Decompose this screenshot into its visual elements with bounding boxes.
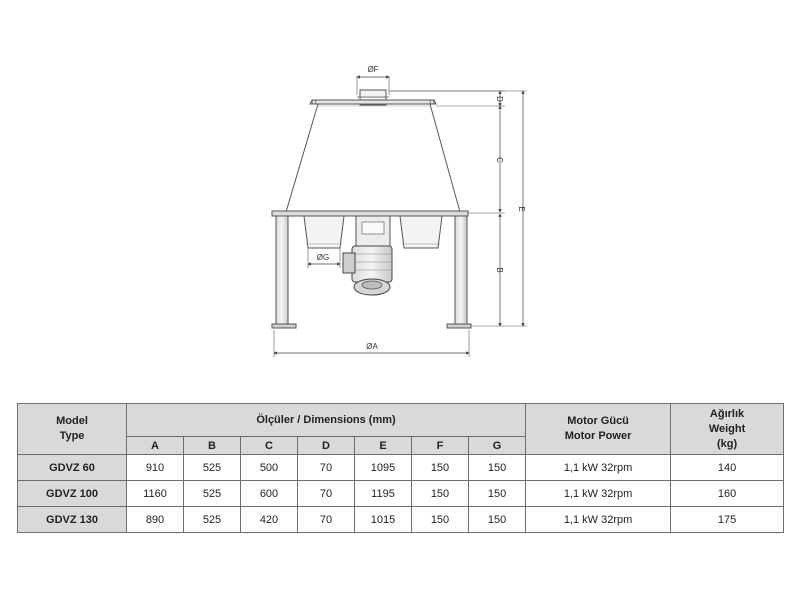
conical-hood (286, 104, 460, 212)
cell-d: 70 (298, 481, 355, 507)
cell-e: 1095 (355, 455, 412, 481)
column-header-d: D (298, 437, 355, 455)
dimension-c (468, 106, 505, 213)
label-diameter-g: ØG (316, 253, 330, 262)
motor-power-header: Motor Gücü Motor Power (526, 404, 671, 455)
label-e: E (517, 206, 526, 212)
cell-b: 525 (184, 507, 241, 533)
model-cell: GDVZ 100 (18, 481, 127, 507)
column-header-f: F (412, 437, 469, 455)
cell-b: 525 (184, 455, 241, 481)
cell-g: 150 (469, 507, 526, 533)
table-row (18, 481, 784, 507)
cell-a: 890 (127, 507, 184, 533)
cell-d: 70 (298, 507, 355, 533)
model-cell: GDVZ 60 (18, 455, 127, 481)
label-b: B (495, 267, 504, 273)
cell-motor: 1,1 kW 32rpm (526, 507, 671, 533)
label-c: C (495, 157, 504, 163)
dimensions-header: Ölçüler / Dimensions (mm) (127, 404, 526, 437)
cell-g: 150 (469, 455, 526, 481)
specifications-table (17, 403, 784, 533)
column-header-g: G (469, 437, 526, 455)
cell-c: 600 (241, 481, 298, 507)
main-platform (272, 211, 468, 216)
cell-f: 150 (412, 481, 469, 507)
dimension-b (471, 214, 527, 326)
weight-header: Ağırlık Weight (kg) (671, 404, 784, 455)
label-d: D (495, 96, 504, 102)
cell-e: 1015 (355, 507, 412, 533)
cell-weight: 175 (671, 507, 784, 533)
label-diameter-f: ØF (367, 65, 379, 74)
table-row (18, 455, 784, 481)
cell-g: 150 (469, 481, 526, 507)
cell-c: 420 (241, 507, 298, 533)
cell-motor: 1,1 kW 32rpm (526, 481, 671, 507)
cell-f: 150 (412, 507, 469, 533)
column-header-e: E (355, 437, 412, 455)
table-row (18, 507, 784, 533)
column-header-c: C (241, 437, 298, 455)
cell-b: 525 (184, 481, 241, 507)
cell-a: 910 (127, 455, 184, 481)
cell-motor: 1,1 kW 32rpm (526, 455, 671, 481)
gear-motor (343, 216, 392, 295)
column-header-b: B (184, 437, 241, 455)
dimension-a (274, 330, 469, 357)
cell-d: 70 (298, 455, 355, 481)
model-cell: GDVZ 130 (18, 507, 127, 533)
model-type-header: Model Type (18, 404, 127, 455)
column-header-a: A (127, 437, 184, 455)
cell-weight: 160 (671, 481, 784, 507)
cell-weight: 140 (671, 455, 784, 481)
dimension-g (308, 248, 340, 268)
cell-a: 1160 (127, 481, 184, 507)
cell-c: 500 (241, 455, 298, 481)
cell-e: 1195 (355, 481, 412, 507)
top-flange (310, 100, 436, 104)
label-diameter-a: ØA (366, 342, 378, 351)
cell-f: 150 (412, 455, 469, 481)
